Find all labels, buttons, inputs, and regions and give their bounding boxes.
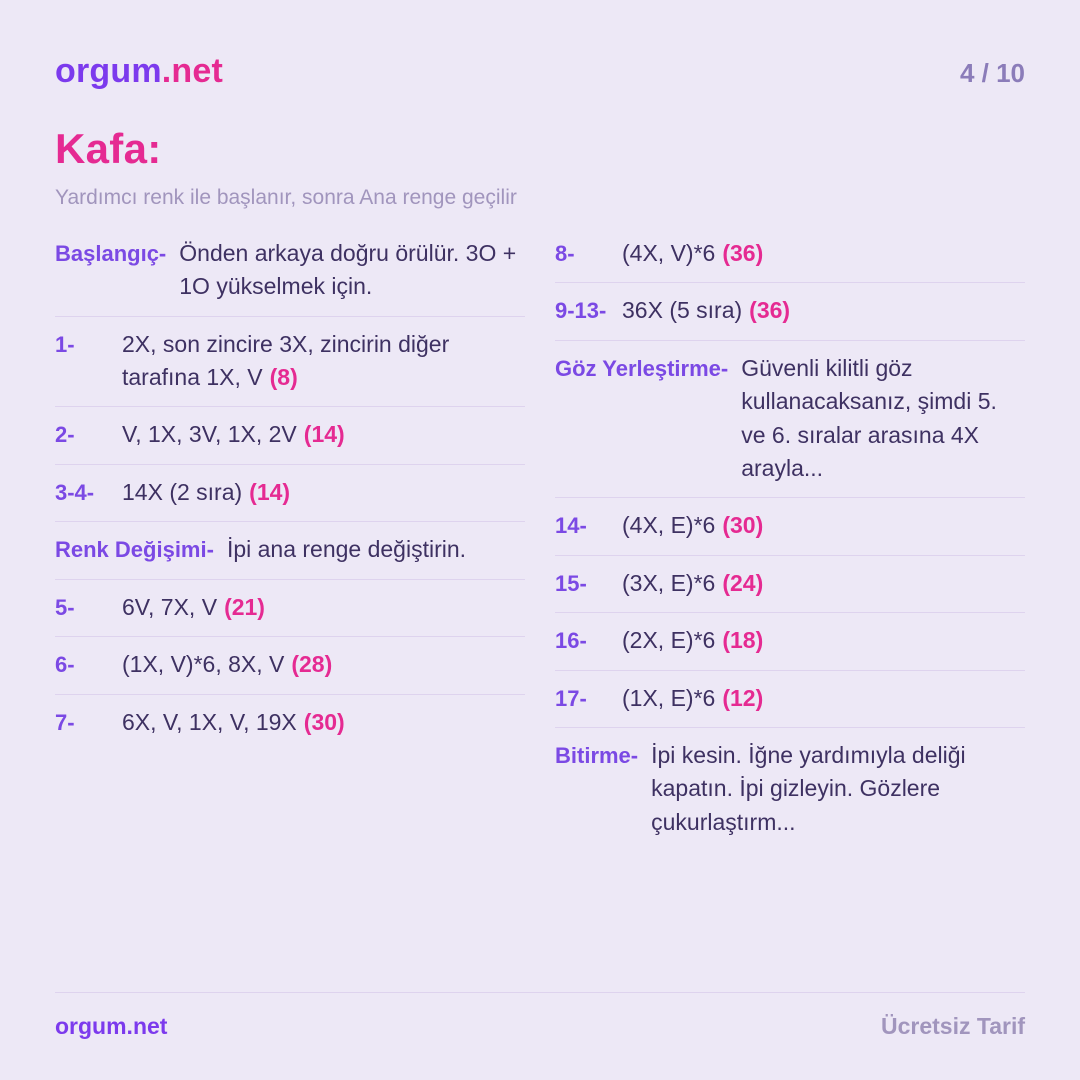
- row-label: 8-: [555, 241, 575, 266]
- section-title: Kafa:: [55, 125, 162, 172]
- instruction-row: [555, 613, 1025, 670]
- section-subtitle: Yardımcı renk ile başlanır, sonra Ana renge geçilir: [55, 186, 517, 209]
- row-label: 7-: [55, 709, 75, 735]
- instruction-row: [555, 556, 1025, 613]
- stitch-count: (8): [269, 364, 298, 391]
- instruction-row: [55, 407, 525, 464]
- row-label: 17-: [555, 685, 587, 711]
- row-text: (1X, V)*6, 8X, V (28): [122, 651, 333, 678]
- instruction-row: [55, 637, 525, 694]
- instruction-row: [555, 498, 1025, 555]
- row-text: (4X, E)*6 (30): [622, 512, 764, 539]
- instruction-row: [55, 465, 525, 522]
- instruction-row: [555, 728, 1025, 851]
- stitch-count: (12): [722, 684, 764, 711]
- page-footer: [55, 992, 1025, 1040]
- stitch-count: (30): [722, 512, 764, 539]
- stitch-count: (21): [224, 593, 265, 620]
- instruction-row: [55, 695, 525, 751]
- instruction-row: [555, 226, 1025, 283]
- row-label: Bitirme-: [555, 743, 639, 768]
- stitch-count: (36): [722, 240, 764, 266]
- stitch-count: (28): [291, 651, 333, 678]
- row-text: (1X, E)*6 (12): [622, 684, 764, 711]
- row-label: 5-: [55, 594, 75, 620]
- row-label: Başlangıç-: [55, 241, 167, 266]
- row-label: Renk Değişimi-: [55, 537, 214, 563]
- footer-brand: orgum.net: [55, 1013, 168, 1039]
- instruction-row: [55, 580, 525, 637]
- instruction-row: [55, 522, 525, 579]
- instruction-row: [555, 283, 1025, 340]
- row-text: 14X (2 sıra) (14): [122, 478, 291, 505]
- row-text: (3X, E)*6 (24): [622, 569, 764, 596]
- row-label: 16-: [555, 628, 587, 654]
- instruction-row: [555, 671, 1025, 728]
- stitch-count: (24): [722, 569, 764, 596]
- row-text: İpi ana renge değiştirin.: [226, 536, 467, 563]
- row-label: 6-: [55, 652, 75, 678]
- row-text: İpi kesin. İğne yardımıyla deliği kapatın. İpi gizleyin. Gözlere çukurlaştırm...: [651, 742, 966, 835]
- row-text: (4X, V)*6 (36): [622, 240, 764, 266]
- stitch-count: (14): [249, 478, 291, 505]
- row-label: 2-: [55, 422, 75, 448]
- row-text: 6X, V, 1X, V, 19X (30): [122, 708, 345, 735]
- instruction-column-right: [555, 226, 1025, 851]
- row-label: 9-13-: [555, 298, 607, 324]
- row-text: Güvenli kilitli göz kullanacaksanız, şimdi 5. ve 6. sıralar arasına 4X arayla...: [741, 354, 997, 481]
- row-label: 3-4-: [55, 479, 95, 505]
- row-label: 15-: [555, 570, 587, 596]
- row-text: Önden arkaya doğru örülür. 3O + 1O yükselmek için.: [179, 240, 517, 300]
- row-label: Göz Yerleştirme-: [555, 355, 729, 381]
- row-text: 36X (5 sıra) (36): [622, 297, 791, 324]
- instruction-row: [55, 226, 525, 317]
- instruction-row: [55, 317, 525, 408]
- row-text: V, 1X, 3V, 1X, 2V (14): [122, 421, 345, 448]
- row-label: 14-: [555, 513, 587, 539]
- logo-brand-text: orgum: [55, 52, 162, 90]
- instruction-column-left: [55, 226, 525, 851]
- page-indicator: 4 / 10: [959, 58, 1025, 88]
- row-text: 2X, son zincire 3X, zincirin diğer tarafına 1X, V (8): [122, 330, 450, 391]
- footer-note: Ücretsiz Tarif: [880, 1013, 1025, 1039]
- row-text: (2X, E)*6 (18): [622, 627, 764, 654]
- site-logo: [55, 52, 223, 91]
- instruction-columns: [55, 226, 1025, 851]
- logo-suffix-text: .net: [161, 52, 224, 90]
- instruction-row: [555, 341, 1025, 498]
- stitch-count: (30): [303, 708, 345, 735]
- row-text: 6V, 7X, V (21): [122, 593, 265, 620]
- page-header: [55, 52, 1025, 91]
- row-label: 1-: [55, 331, 75, 357]
- stitch-count: (14): [303, 421, 345, 448]
- stitch-count: (36): [749, 297, 791, 324]
- stitch-count: (18): [722, 627, 764, 654]
